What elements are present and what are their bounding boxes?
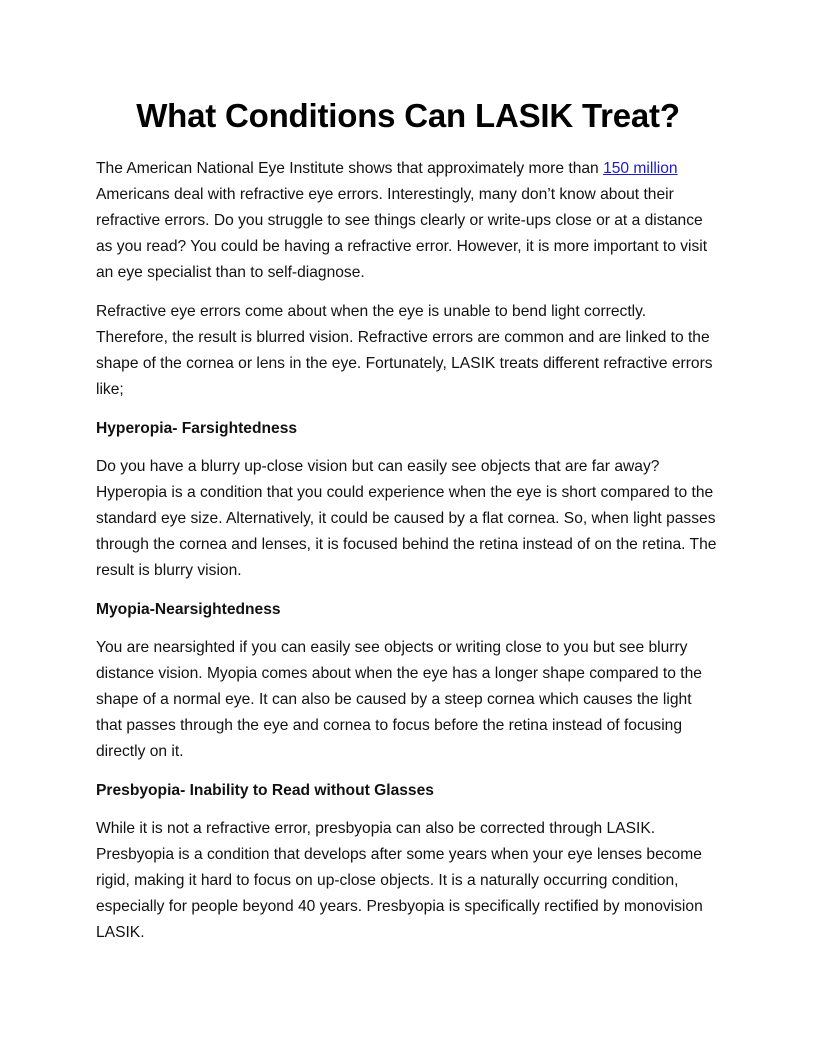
refractive-errors-paragraph: Refractive eye errors come about when the eye is unable to bend light correctly. Therefore, the result is blurred vision. Refractive errors are common and are linked to the shape of the cornea or lens in the eye. Fortunately, LASIK treats different refractive errors like; xyxy=(96,303,713,398)
myopia-paragraph: You are nearsighted if you can easily see objects or writing close to you but see blurry distance vision. Myopia comes about when the eye has a longer shape compared to the shape of a normal eye. It can also be caused by a steep cornea which causes the light that passes through the eye and cornea to focus before the retina instead of focusing directly on it. xyxy=(96,639,702,760)
hyperopia-paragraph: Do you have a blurry up-close vision but can easily see objects that are far away? Hyperopia is a condition that you could experience when the eye is short compared to the standard eye size. Alternatively, it could be caused by a flat cornea. So, when light passes through the cornea and lenses, it is focused behind the retina instead of on the retina. The result is blurry vision. xyxy=(96,458,717,579)
page-title: What Conditions Can LASIK Treat? xyxy=(136,97,680,134)
myopia-heading: Myopia-Nearsightedness xyxy=(96,601,281,618)
intro-paragraph xyxy=(96,156,720,286)
presbyopia-heading: Presbyopia- Inability to Read without Glasses xyxy=(96,782,434,799)
presbyopia-paragraph: While it is not a refractive error, presbyopia can also be corrected through LASIK. Presbyopia is a condition that develops after some years when your eye lenses become rigid, making it hard to focus on up-close objects. It is a naturally occurring condition, especially for people beyond 40 years. Presbyopia is specifically rectified by monovision LASIK. xyxy=(96,820,703,941)
document-page xyxy=(96,96,720,959)
hyperopia-heading: Hyperopia- Farsightedness xyxy=(96,420,298,437)
intro-text-before-link: The American National Eye Institute shows that approximately more than xyxy=(96,160,604,177)
intro-text-after-link: Americans deal with refractive eye errors. Interestingly, many don’t know about their refractive errors. Do you struggle to see things clearly or write-ups close or at a distance as you read? You could be having a refractive error. However, it is more important to visit an eye specialist than to self-diagnose. xyxy=(96,186,708,281)
statistic-link[interactable]: 150 million xyxy=(603,160,678,177)
